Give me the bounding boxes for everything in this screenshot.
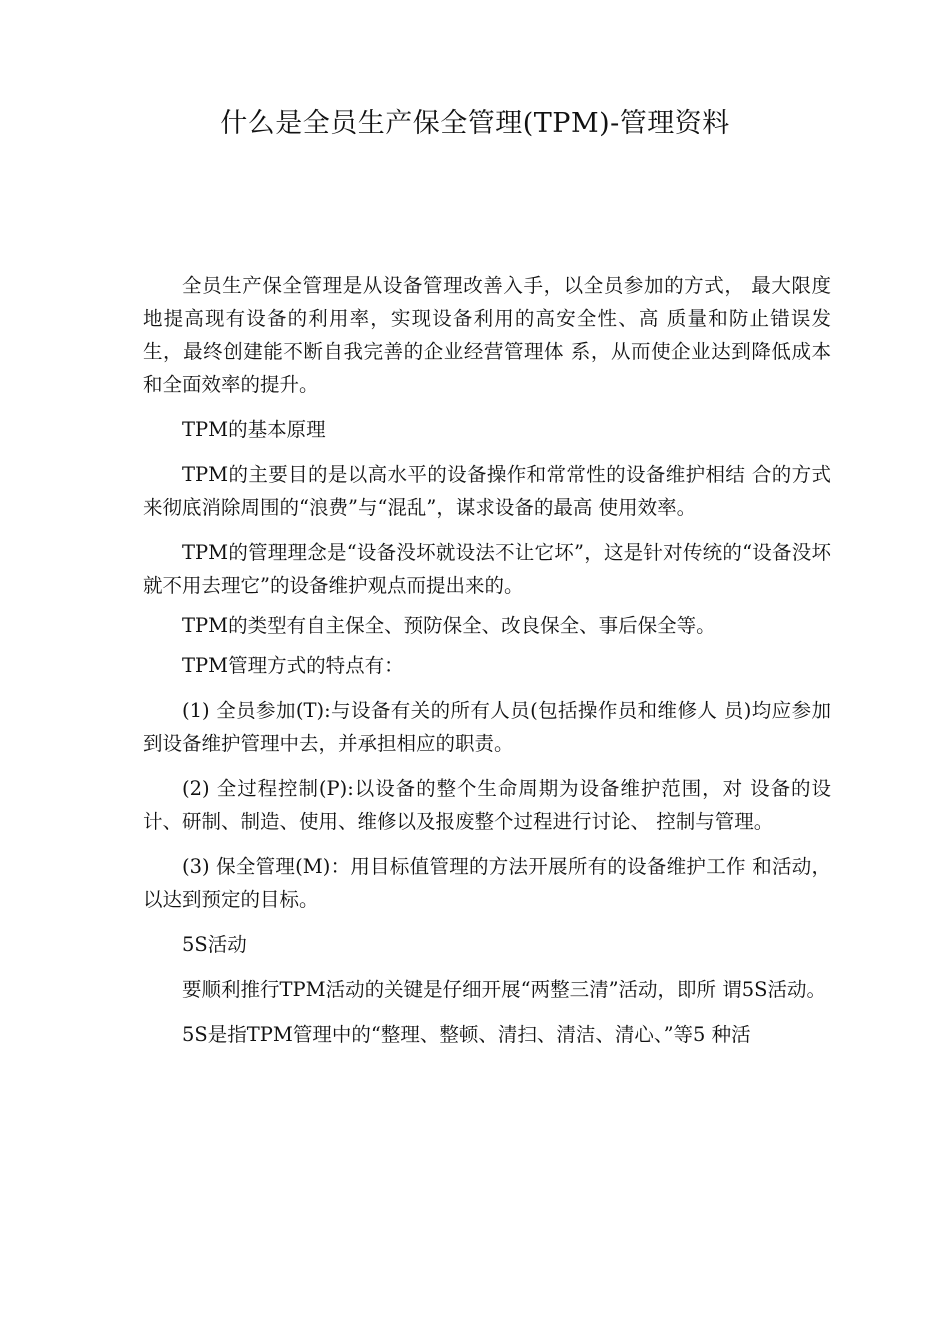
- list-item-maintenance-management: (3) 保全管理(M)：用目标值管理的方法开展所有的设备维护工作 和活动，以达到预定的目标。: [143, 855, 831, 911]
- paragraph-tpm-types: TPM的类型有自主保全、预防保全、改良保全、事后保全等。: [182, 614, 716, 637]
- document-title: 什么是全员生产保全管理(TPM)-管理资料: [220, 108, 730, 139]
- list-item-process-control: (2) 全过程控制(P):以设备的整个生命周期为设备维护范围，对 设备的设计、研制、制造、使用、维修以及报废整个过程进行讨论、 控制与管理。: [143, 777, 831, 833]
- paragraph-intro: 全员生产保全管理是从设备管理改善入手，以全员参加的方式， 最大限度地提高现有设备的利用率，实现设备利用的高安全性、高 质量和防止错误发生，最终创建能不断自我完善的企业经营管理体 系，从而使企业达到降低成本和全面效率的提升。: [143, 274, 831, 396]
- paragraph-5s-key: 要顺利推行TPM活动的关键是仔细开展“两整三清”活动，即所 谓5S活动。: [182, 978, 826, 1001]
- heading-basic-principle: TPM的基本原理: [182, 418, 326, 441]
- paragraph-features-intro: TPM管理方式的特点有：: [182, 654, 404, 677]
- paragraph-management-concept: TPM的管理理念是“设备没坏就设法不让它坏”，这是针对传统的“设备没坏就不用去理它”的设备维护观点而提出来的。: [143, 541, 831, 597]
- document-body: [143, 269, 831, 1051]
- paragraph-main-purpose: TPM的主要目的是以高水平的设备操作和常常性的设备维护相结 合的方式来彻底消除周围的“浪费”与“混乱”，谋求设备的最高 使用效率。: [143, 463, 831, 519]
- paragraph-5s-definition: 5S是指TPM管理中的“整理、整顿、清扫、清洁、清心、”等5 种活: [182, 1023, 751, 1046]
- heading-5s-activity: 5S活动: [182, 933, 247, 956]
- list-item-full-participation: (1) 全员参加(T):与设备有关的所有人员(包括操作员和维修人 员)均应参加到设备维护管理中去，并承担相应的职责。: [143, 699, 831, 755]
